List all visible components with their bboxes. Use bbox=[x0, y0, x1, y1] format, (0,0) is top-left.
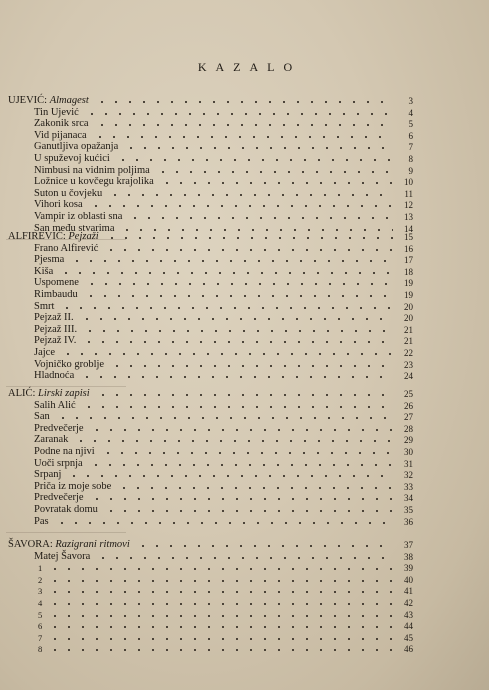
entry-title: Srpanj bbox=[34, 469, 62, 481]
dot-leader bbox=[116, 159, 393, 161]
author-name: ALFIREVIĆ: bbox=[8, 231, 66, 242]
dot-leader bbox=[80, 376, 393, 378]
entry-title: Nimbusi na vidnim poljima bbox=[34, 164, 150, 176]
toc-entry bbox=[0, 199, 489, 211]
section-header bbox=[0, 231, 489, 243]
toc-entry bbox=[0, 574, 489, 586]
dot-leader bbox=[90, 498, 393, 500]
entry-title: Zakonik srca bbox=[34, 118, 89, 130]
toc-entry bbox=[0, 481, 489, 493]
page-number: 24 bbox=[404, 371, 413, 382]
toc-entry bbox=[0, 359, 489, 371]
page-number: 34 bbox=[404, 493, 413, 504]
entry-title: 5 bbox=[38, 609, 43, 620]
section-author-line bbox=[8, 388, 90, 400]
work-title: Lirski zapisi bbox=[38, 388, 90, 399]
page-number: 42 bbox=[404, 598, 413, 608]
page-number: 44 bbox=[404, 621, 413, 632]
page-number: 21 bbox=[404, 324, 413, 335]
toc-entry bbox=[0, 434, 489, 446]
section-header bbox=[0, 95, 489, 107]
toc-entry bbox=[0, 643, 489, 655]
page-number: 7 bbox=[408, 142, 413, 153]
dot-leader bbox=[74, 440, 393, 442]
dot-leader bbox=[80, 318, 393, 320]
dot-leader bbox=[110, 365, 393, 367]
dot-leader bbox=[160, 182, 393, 184]
toc-entry bbox=[0, 153, 489, 165]
entry-title: 1 bbox=[38, 563, 43, 574]
page-number: 37 bbox=[404, 540, 413, 550]
author-name: ALIĆ: bbox=[8, 388, 36, 399]
entry-title: Vid pijanaca bbox=[34, 129, 87, 141]
toc-entry bbox=[0, 551, 489, 563]
dot-leader bbox=[128, 217, 393, 219]
dot-leader bbox=[101, 452, 393, 454]
toc-entry bbox=[0, 211, 489, 223]
entry-title: Suton u čovjeku bbox=[34, 187, 103, 199]
dot-leader bbox=[82, 406, 393, 408]
toc-entry bbox=[0, 562, 489, 574]
toc-entry bbox=[0, 312, 489, 324]
entry-title: Podne na njivi bbox=[34, 446, 95, 457]
dot-leader bbox=[48, 603, 393, 605]
page-number: 31 bbox=[404, 458, 413, 469]
toc-entry bbox=[0, 411, 489, 423]
page-number: 17 bbox=[404, 255, 413, 266]
entry-title: 6 bbox=[38, 621, 43, 632]
page-number: 36 bbox=[404, 516, 413, 527]
page-number: 35 bbox=[404, 505, 413, 515]
dot-leader bbox=[85, 113, 393, 115]
section-header bbox=[0, 388, 489, 400]
entry-title: Pejzaž II. bbox=[34, 312, 74, 324]
toc-entry bbox=[0, 446, 489, 458]
toc-entry bbox=[0, 289, 489, 301]
page-number: 15 bbox=[404, 232, 413, 242]
entry-title: Frano Alfirević bbox=[34, 242, 99, 254]
entry-title: Vampir iz oblasti sna bbox=[34, 211, 123, 222]
entry-title: Pejzaž IV. bbox=[34, 335, 77, 347]
work-title: Almagest bbox=[49, 95, 89, 106]
toc-entry bbox=[0, 188, 489, 200]
dot-leader bbox=[96, 394, 393, 396]
work-title: Razigrani ritmovi bbox=[55, 539, 130, 550]
page-number: 29 bbox=[404, 435, 413, 446]
page-number: 3 bbox=[408, 96, 413, 106]
entry-title: Povratak domu bbox=[34, 504, 98, 515]
page-number: 40 bbox=[404, 574, 413, 585]
page-number: 21 bbox=[404, 336, 413, 347]
dot-leader bbox=[83, 330, 393, 332]
toc-entry bbox=[0, 165, 489, 177]
toc-entry bbox=[0, 277, 489, 289]
entry-title: Uspomene bbox=[34, 277, 79, 289]
page-number: 16 bbox=[404, 243, 413, 254]
toc-entry bbox=[0, 266, 489, 278]
toc-entry bbox=[0, 632, 489, 644]
dot-leader bbox=[84, 295, 393, 297]
toc-entry bbox=[0, 118, 489, 130]
section-author-line bbox=[8, 231, 99, 243]
entry-title: Vihori kosa bbox=[34, 199, 83, 211]
page-number: 22 bbox=[404, 348, 413, 358]
dot-leader bbox=[93, 136, 393, 138]
page-number: 39 bbox=[404, 563, 413, 574]
dot-leader bbox=[48, 615, 393, 617]
dot-leader bbox=[60, 307, 393, 309]
entry-title: 7 bbox=[38, 632, 43, 643]
dot-leader bbox=[95, 101, 393, 103]
toc-entry bbox=[0, 107, 489, 119]
entry-title: U spuževoj kućici bbox=[34, 153, 110, 164]
dot-leader bbox=[48, 626, 393, 628]
dot-leader bbox=[96, 557, 393, 559]
toc-entry bbox=[0, 469, 489, 481]
dot-leader bbox=[70, 260, 393, 262]
entry-title: Predvečerje bbox=[34, 492, 84, 504]
entry-title: Priča iz moje sobe bbox=[34, 480, 112, 492]
page-number: 30 bbox=[404, 447, 413, 457]
dot-leader bbox=[48, 591, 393, 593]
entry-title: San bbox=[34, 411, 50, 423]
dot-leader bbox=[56, 417, 393, 419]
dot-leader bbox=[85, 283, 393, 285]
entry-title: 4 bbox=[38, 598, 43, 608]
author-name: UJEVIĆ: bbox=[8, 95, 48, 106]
toc-entry bbox=[0, 620, 489, 632]
section-author-line bbox=[8, 95, 89, 107]
toc-entry bbox=[0, 347, 489, 359]
page-number: 25 bbox=[404, 389, 413, 399]
author-name: ŠAVORA: bbox=[8, 539, 53, 550]
dot-leader bbox=[48, 638, 393, 640]
page-number: 45 bbox=[404, 632, 413, 643]
entry-title: 2 bbox=[38, 574, 43, 585]
page-number: 18 bbox=[404, 266, 413, 277]
page-number: 28 bbox=[404, 423, 413, 434]
entry-title: Zaranak bbox=[34, 434, 69, 446]
toc-entry bbox=[0, 324, 489, 336]
page-number: 5 bbox=[408, 119, 413, 130]
toc-entry bbox=[0, 400, 489, 412]
section-header bbox=[0, 539, 489, 551]
entry-title: Salih Alić bbox=[34, 399, 76, 411]
dot-leader bbox=[89, 464, 393, 466]
toc-entry bbox=[0, 254, 489, 266]
toc-entry bbox=[0, 370, 489, 382]
page-heading: KAZALO bbox=[197, 60, 302, 74]
page-number: 20 bbox=[404, 313, 413, 324]
toc-entry bbox=[0, 585, 489, 597]
entry-title: Jajce bbox=[34, 347, 55, 358]
entry-title: San među stvarima bbox=[34, 222, 115, 234]
page-number: 9 bbox=[408, 165, 413, 176]
dot-leader bbox=[105, 237, 393, 239]
entry-title: Smrt bbox=[34, 300, 55, 312]
toc-entry bbox=[0, 301, 489, 313]
entry-title: Hladnoća bbox=[34, 370, 75, 382]
page-number: 46 bbox=[404, 644, 413, 655]
page-number: 14 bbox=[404, 223, 413, 234]
dot-leader bbox=[136, 545, 393, 547]
section-divider bbox=[6, 532, 126, 533]
page-number: 19 bbox=[404, 278, 413, 289]
dot-leader bbox=[48, 580, 393, 582]
entry-title: Pejzaž III. bbox=[34, 323, 78, 335]
entry-title: Tin Ujević bbox=[34, 106, 79, 118]
entry-title: Pas bbox=[34, 515, 49, 527]
page-number: 19 bbox=[404, 290, 413, 300]
dot-leader bbox=[117, 487, 393, 489]
page-number: 12 bbox=[404, 200, 413, 211]
dot-leader bbox=[95, 124, 393, 126]
section-author-line bbox=[8, 539, 130, 551]
page-number: 4 bbox=[408, 107, 413, 118]
toc-entry bbox=[0, 458, 489, 470]
entry-title: Vojničko groblje bbox=[34, 358, 105, 370]
dot-leader bbox=[55, 522, 393, 524]
dot-leader bbox=[104, 510, 393, 512]
page-number: 32 bbox=[404, 470, 413, 481]
toc-entry bbox=[0, 176, 489, 188]
toc-entry bbox=[0, 423, 489, 435]
page-number: 43 bbox=[404, 609, 413, 620]
toc-entry bbox=[0, 609, 489, 621]
entry-title: Uoči srpnja bbox=[34, 457, 83, 469]
page-number: 8 bbox=[408, 154, 413, 164]
entry-title: 3 bbox=[38, 586, 43, 597]
entry-title: Ganutljiva opažanja bbox=[34, 141, 119, 153]
dot-leader bbox=[90, 429, 393, 431]
page-number: 6 bbox=[408, 130, 413, 141]
page-number: 10 bbox=[404, 177, 413, 188]
toc-entry bbox=[0, 492, 489, 504]
page-number: 11 bbox=[404, 188, 413, 199]
page-number: 20 bbox=[404, 301, 413, 312]
dot-leader bbox=[82, 341, 393, 343]
toc-entry bbox=[0, 335, 489, 347]
toc-entry bbox=[0, 141, 489, 153]
page-number: 13 bbox=[404, 212, 413, 222]
entry-title: Rimbaudu bbox=[34, 289, 78, 300]
page-number: 23 bbox=[404, 359, 413, 370]
dot-leader bbox=[48, 649, 393, 651]
entry-title: Pjesma bbox=[34, 254, 65, 266]
dot-leader bbox=[59, 272, 393, 274]
dot-leader bbox=[48, 568, 393, 570]
toc-entry bbox=[0, 243, 489, 255]
toc-entry bbox=[0, 130, 489, 142]
toc-entry bbox=[0, 516, 489, 528]
dot-leader bbox=[104, 249, 393, 251]
dot-leader bbox=[124, 147, 393, 149]
dot-leader bbox=[61, 353, 393, 355]
entry-title: Predvečerje bbox=[34, 422, 84, 434]
toc-entry bbox=[0, 504, 489, 516]
page-number: 27 bbox=[404, 412, 413, 423]
dot-leader bbox=[67, 475, 393, 477]
entry-title: Ložnice u kovčegu krajolika bbox=[34, 176, 154, 188]
page-number: 41 bbox=[404, 586, 413, 597]
work-title: Pejzaži bbox=[68, 231, 99, 242]
entry-title: Matej Šavora bbox=[34, 550, 91, 562]
page-number: 26 bbox=[404, 400, 413, 411]
dot-leader bbox=[89, 205, 393, 207]
entry-title: 8 bbox=[38, 644, 43, 655]
page-number: 38 bbox=[404, 551, 413, 562]
dot-leader bbox=[156, 171, 393, 173]
dot-leader bbox=[108, 194, 393, 196]
page-number: 33 bbox=[404, 481, 413, 492]
entry-title: Kiša bbox=[34, 265, 54, 277]
toc-entry bbox=[0, 597, 489, 609]
